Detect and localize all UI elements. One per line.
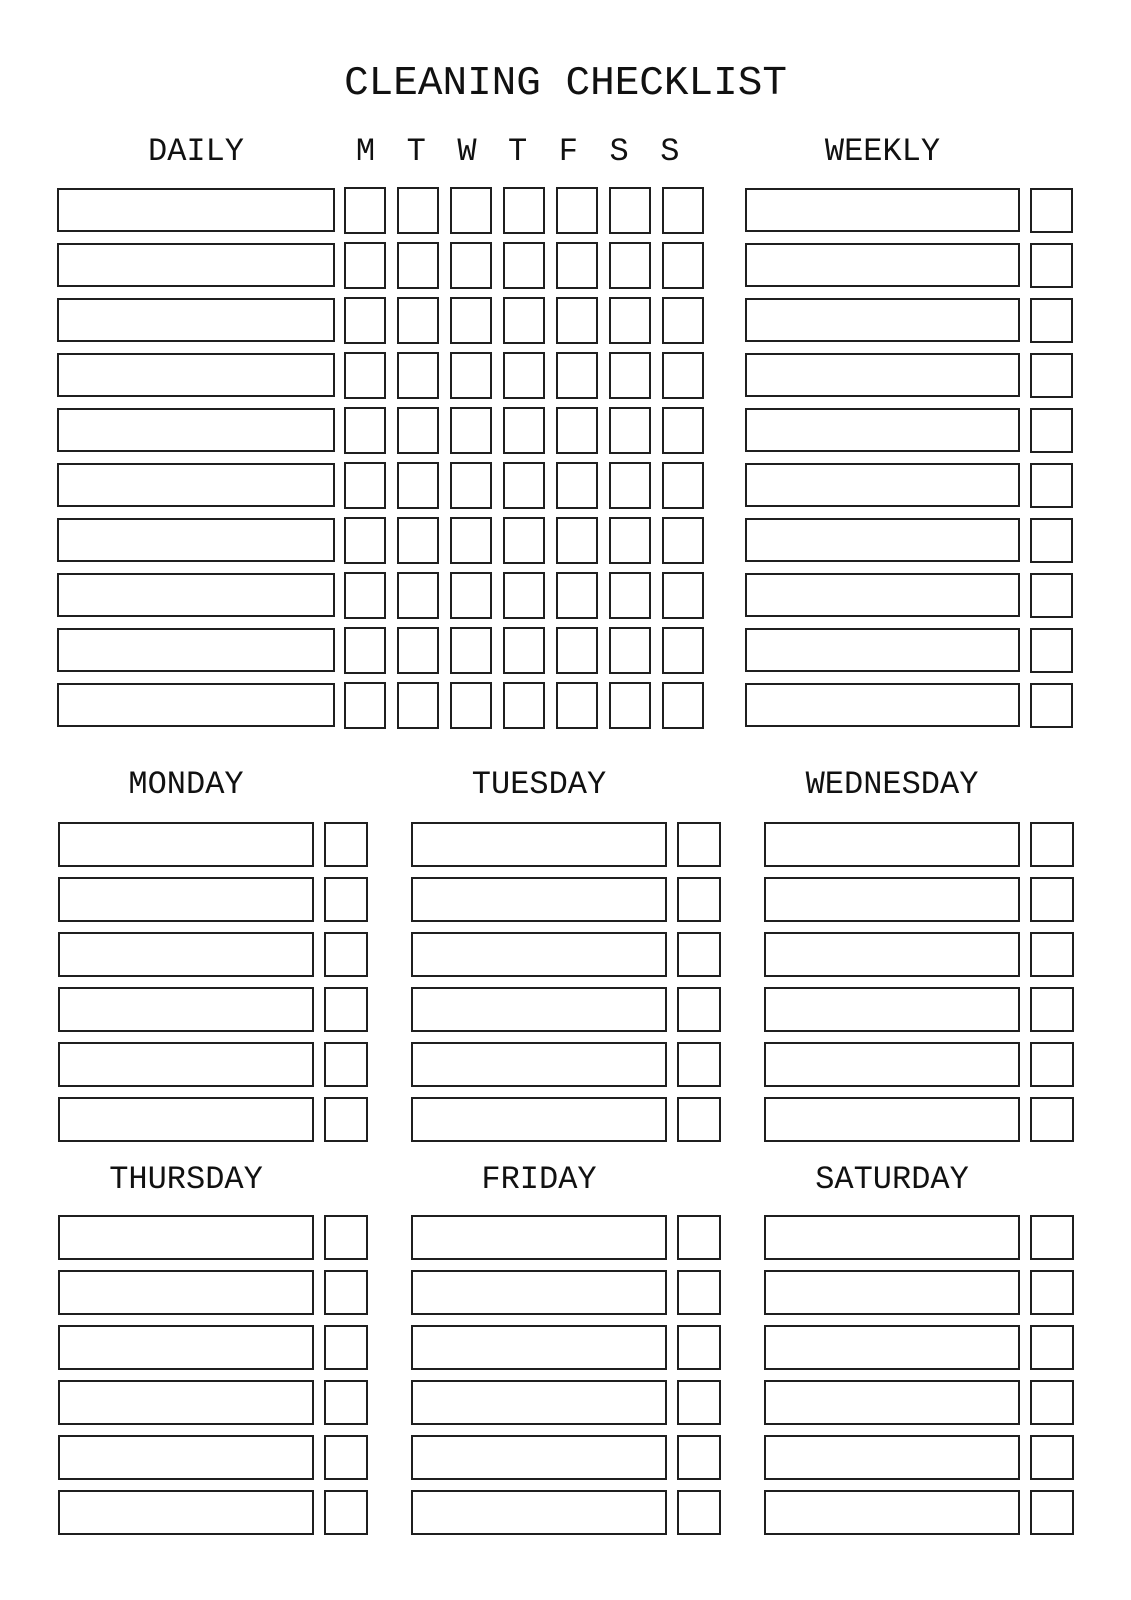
weekly-checkbox[interactable]	[1030, 463, 1073, 508]
monday-checkbox[interactable]	[324, 1042, 368, 1087]
tuesday-checkbox[interactable]	[677, 987, 721, 1032]
tuesday-task-input[interactable]	[411, 1097, 667, 1142]
weekly-task-input[interactable]	[745, 243, 1020, 287]
daily-task-input[interactable]	[57, 243, 335, 287]
friday-task-input[interactable]	[411, 1490, 667, 1535]
daily-checkbox-tue[interactable]	[397, 682, 439, 729]
thursday-task-input[interactable]	[58, 1215, 314, 1260]
day-letter-wed: W	[457, 133, 477, 170]
weekly-task-input[interactable]	[745, 408, 1020, 452]
friday-task-row	[411, 1270, 721, 1315]
daily-checkbox-wed[interactable]	[450, 462, 492, 509]
weekly-task-row	[745, 682, 1073, 729]
monday-task-input[interactable]	[58, 1042, 314, 1087]
weekly-task-row	[745, 572, 1073, 619]
daily-checkbox-thu[interactable]	[503, 627, 545, 674]
daily-section-label: DAILY	[147, 133, 244, 170]
daily-checkbox-thu[interactable]	[503, 462, 545, 509]
tuesday-checkbox[interactable]	[677, 877, 721, 922]
wednesday-task-input[interactable]	[764, 1097, 1020, 1142]
monday-checkbox[interactable]	[324, 932, 368, 977]
monday-section-label: MONDAY	[128, 766, 244, 803]
wednesday-task-row	[764, 987, 1074, 1032]
daily-task-row	[57, 572, 705, 619]
wednesday-checkbox[interactable]	[1030, 1097, 1074, 1142]
daily-checkbox-tue[interactable]	[397, 627, 439, 674]
daily-checkbox-sat[interactable]	[609, 572, 651, 619]
saturday-task-input[interactable]	[764, 1325, 1020, 1370]
tuesday-section-label: TUESDAY	[471, 766, 607, 803]
saturday-task-input[interactable]	[764, 1490, 1020, 1535]
daily-checkbox-sun[interactable]	[662, 627, 704, 674]
saturday-checkbox[interactable]	[1030, 1490, 1074, 1535]
daily-checkbox-mon[interactable]	[344, 242, 386, 289]
tuesday-task-input[interactable]	[411, 877, 667, 922]
thursday-checkbox[interactable]	[324, 1490, 368, 1535]
daily-checkbox-fri[interactable]	[556, 407, 598, 454]
daily-checkbox-sat[interactable]	[609, 627, 651, 674]
weekly-task-input[interactable]	[745, 463, 1020, 507]
daily-checkbox-mon[interactable]	[344, 572, 386, 619]
tuesday-task-input[interactable]	[411, 987, 667, 1032]
saturday-checkbox[interactable]	[1030, 1215, 1074, 1260]
thursday-task-row	[58, 1490, 368, 1535]
wednesday-checkbox[interactable]	[1030, 932, 1074, 977]
tuesday-checkbox[interactable]	[677, 822, 721, 867]
daily-checkbox-wed[interactable]	[450, 682, 492, 729]
weekly-task-row	[745, 407, 1073, 454]
daily-checkbox-sun[interactable]	[662, 462, 704, 509]
monday-task-row	[58, 1042, 368, 1087]
daily-checkbox-wed[interactable]	[450, 627, 492, 674]
daily-checkbox-wed[interactable]	[450, 242, 492, 289]
thursday-task-row	[58, 1215, 368, 1260]
daily-checkbox-tue[interactable]	[397, 297, 439, 344]
weekly-section-label: WEEKLY	[824, 133, 941, 170]
daily-checkbox-thu[interactable]	[503, 682, 545, 729]
saturday-section-label: SATURDAY	[815, 1161, 969, 1198]
wednesday-task-input[interactable]	[764, 932, 1020, 977]
daily-checkbox-thu[interactable]	[503, 572, 545, 619]
saturday-checkbox[interactable]	[1030, 1435, 1074, 1480]
tuesday-task-row	[411, 1042, 721, 1087]
wednesday-task-input[interactable]	[764, 877, 1020, 922]
daily-checkbox-sat[interactable]	[609, 517, 651, 564]
daily-task-input[interactable]	[57, 683, 335, 727]
monday-task-input[interactable]	[58, 1097, 314, 1142]
daily-checkbox-wed[interactable]	[450, 572, 492, 619]
friday-checkbox[interactable]	[677, 1325, 721, 1370]
friday-task-row	[411, 1490, 721, 1535]
weekly-task-input[interactable]	[745, 353, 1020, 397]
day-letter-mon: M	[355, 133, 376, 170]
saturday-checkbox[interactable]	[1030, 1380, 1074, 1425]
daily-checkbox-thu[interactable]	[503, 242, 545, 289]
tuesday-task-input[interactable]	[411, 932, 667, 977]
daily-checkbox-mon[interactable]	[344, 407, 386, 454]
daily-task-row	[57, 627, 705, 674]
friday-task-input[interactable]	[411, 1270, 667, 1315]
monday-task-row	[58, 1097, 368, 1142]
friday-checkbox[interactable]	[677, 1490, 721, 1535]
daily-checkbox-wed[interactable]	[450, 407, 492, 454]
daily-task-row	[57, 517, 705, 564]
daily-checkbox-sun[interactable]	[662, 682, 704, 729]
thursday-checkbox[interactable]	[324, 1435, 368, 1480]
thursday-checkbox[interactable]	[324, 1380, 368, 1425]
wednesday-checkbox[interactable]	[1030, 987, 1074, 1032]
thursday-checkbox[interactable]	[324, 1215, 368, 1260]
wednesday-task-row	[764, 1042, 1074, 1087]
daily-checkbox-sat[interactable]	[609, 242, 651, 289]
saturday-task-row	[764, 1215, 1074, 1260]
friday-section-label: FRIDAY	[481, 1161, 597, 1198]
saturday-task-input[interactable]	[764, 1380, 1020, 1425]
daily-checkbox-tue[interactable]	[397, 187, 439, 234]
daily-checkbox-sat[interactable]	[609, 297, 651, 344]
daily-checkbox-thu[interactable]	[503, 297, 545, 344]
daily-task-row	[57, 462, 705, 509]
friday-checkbox[interactable]	[677, 1380, 721, 1425]
weekly-task-input[interactable]	[745, 683, 1020, 727]
day-letter-thu: T	[508, 133, 528, 170]
friday-task-input[interactable]	[411, 1215, 667, 1260]
tuesday-task-input[interactable]	[411, 1042, 667, 1087]
daily-checkbox-sun[interactable]	[662, 572, 704, 619]
daily-checkbox-thu[interactable]	[503, 517, 545, 564]
daily-checkbox-fri[interactable]	[556, 187, 598, 234]
daily-checkbox-mon[interactable]	[344, 187, 386, 234]
daily-checkbox-sat[interactable]	[609, 682, 651, 729]
thursday-checkbox[interactable]	[324, 1325, 368, 1370]
tuesday-task-row	[411, 822, 721, 867]
thursday-task-input[interactable]	[58, 1325, 314, 1370]
weekly-task-row	[745, 352, 1073, 399]
daily-checkbox-sun[interactable]	[662, 407, 704, 454]
weekly-checkbox[interactable]	[1030, 353, 1073, 398]
tuesday-task-row	[411, 877, 721, 922]
daily-checkbox-sun[interactable]	[662, 297, 704, 344]
weekly-task-row	[745, 297, 1073, 344]
wednesday-section-label: WEDNESDAY	[805, 766, 979, 803]
friday-task-row	[411, 1325, 721, 1370]
wednesday-task-input[interactable]	[764, 987, 1020, 1032]
weekly-task-row	[745, 242, 1073, 289]
daily-checkbox-mon[interactable]	[344, 462, 386, 509]
daily-task-row	[57, 242, 705, 289]
daily-task-input[interactable]	[57, 408, 335, 452]
tuesday-task-row	[411, 987, 721, 1032]
daily-task-input[interactable]	[57, 298, 335, 342]
saturday-task-row	[764, 1490, 1074, 1535]
monday-task-row	[58, 932, 368, 977]
friday-checkbox[interactable]	[677, 1270, 721, 1315]
monday-task-row	[58, 822, 368, 867]
wednesday-task-row	[764, 822, 1074, 867]
tuesday-checkbox[interactable]	[677, 932, 721, 977]
friday-checkbox[interactable]	[677, 1435, 721, 1480]
daily-checkbox-wed[interactable]	[450, 352, 492, 399]
daily-checkbox-sat[interactable]	[609, 187, 651, 234]
daily-checkbox-wed[interactable]	[450, 187, 492, 234]
friday-task-row	[411, 1215, 721, 1260]
daily-checkbox-fri[interactable]	[556, 572, 598, 619]
saturday-task-input[interactable]	[764, 1270, 1020, 1315]
daily-checkbox-wed[interactable]	[450, 297, 492, 344]
daily-checkbox-fri[interactable]	[556, 297, 598, 344]
daily-checkbox-sat[interactable]	[609, 407, 651, 454]
thursday-task-row	[58, 1325, 368, 1370]
daily-checkbox-sat[interactable]	[609, 352, 651, 399]
saturday-task-row	[764, 1325, 1074, 1370]
saturday-task-input[interactable]	[764, 1435, 1020, 1480]
weekly-checkbox[interactable]	[1030, 573, 1073, 618]
daily-checkbox-fri[interactable]	[556, 462, 598, 509]
weekly-checkbox[interactable]	[1030, 683, 1073, 728]
wednesday-checkbox[interactable]	[1030, 1042, 1074, 1087]
daily-task-input[interactable]	[57, 518, 335, 562]
monday-task-input[interactable]	[58, 822, 314, 867]
wednesday-task-row	[764, 932, 1074, 977]
daily-checkbox-mon[interactable]	[344, 627, 386, 674]
weekly-checkbox[interactable]	[1030, 298, 1073, 343]
weekly-task-input[interactable]	[745, 628, 1020, 672]
daily-checkbox-sun[interactable]	[662, 517, 704, 564]
weekly-checkbox[interactable]	[1030, 408, 1073, 453]
friday-task-input[interactable]	[411, 1325, 667, 1370]
weekly-task-input[interactable]	[745, 518, 1020, 562]
friday-task-row	[411, 1380, 721, 1425]
weekly-task-row	[745, 187, 1073, 234]
daily-checkbox-sun[interactable]	[662, 352, 704, 399]
weekly-checkbox[interactable]	[1030, 628, 1073, 673]
daily-task-input[interactable]	[57, 188, 335, 232]
daily-task-row	[57, 297, 705, 344]
monday-checkbox[interactable]	[324, 877, 368, 922]
tuesday-task-row	[411, 1097, 721, 1142]
daily-checkbox-thu[interactable]	[503, 352, 545, 399]
tuesday-checkbox[interactable]	[677, 1042, 721, 1087]
thursday-checkbox[interactable]	[324, 1270, 368, 1315]
daily-checkbox-tue[interactable]	[397, 572, 439, 619]
wednesday-task-row	[764, 1097, 1074, 1142]
weekly-task-input[interactable]	[745, 298, 1020, 342]
daily-checkbox-fri[interactable]	[556, 682, 598, 729]
page-title: CLEANING CHECKLIST	[344, 61, 787, 107]
friday-task-input[interactable]	[411, 1435, 667, 1480]
thursday-section-label: THURSDAY	[109, 1161, 263, 1198]
friday-task-row	[411, 1435, 721, 1480]
daily-checkbox-thu[interactable]	[503, 407, 545, 454]
monday-checkbox[interactable]	[324, 822, 368, 867]
weekly-task-row	[745, 517, 1073, 564]
daily-checkbox-sun[interactable]	[662, 187, 704, 234]
daily-checkbox-wed[interactable]	[450, 517, 492, 564]
weekly-checkbox[interactable]	[1030, 243, 1073, 288]
thursday-task-input[interactable]	[58, 1270, 314, 1315]
weekly-task-input[interactable]	[745, 188, 1020, 232]
daily-checkbox-mon[interactable]	[344, 517, 386, 564]
thursday-task-input[interactable]	[58, 1435, 314, 1480]
saturday-task-row	[764, 1270, 1074, 1315]
daily-checkbox-sat[interactable]	[609, 462, 651, 509]
tuesday-checkbox[interactable]	[677, 1097, 721, 1142]
saturday-task-row	[764, 1435, 1074, 1480]
day-letter-sun: S	[660, 133, 680, 170]
daily-checkbox-tue[interactable]	[397, 352, 439, 399]
weekly-task-row	[745, 627, 1073, 674]
weekly-checkbox[interactable]	[1030, 518, 1073, 563]
wednesday-task-row	[764, 877, 1074, 922]
monday-checkbox[interactable]	[324, 1097, 368, 1142]
day-letter-sat: S	[609, 133, 629, 170]
thursday-task-input[interactable]	[58, 1490, 314, 1535]
daily-checkbox-mon[interactable]	[344, 352, 386, 399]
daily-checkbox-sun[interactable]	[662, 242, 704, 289]
daily-checkbox-fri[interactable]	[556, 627, 598, 674]
daily-checkbox-mon[interactable]	[344, 297, 386, 344]
thursday-task-input[interactable]	[58, 1380, 314, 1425]
thursday-task-row	[58, 1435, 368, 1480]
daily-checkbox-mon[interactable]	[344, 682, 386, 729]
daily-checkbox-fri[interactable]	[556, 517, 598, 564]
daily-task-row	[57, 682, 705, 729]
daily-task-input[interactable]	[57, 573, 335, 617]
daily-task-row	[57, 407, 705, 454]
daily-checkbox-fri[interactable]	[556, 352, 598, 399]
saturday-checkbox[interactable]	[1030, 1325, 1074, 1370]
daily-checkbox-tue[interactable]	[397, 462, 439, 509]
monday-task-input[interactable]	[58, 877, 314, 922]
daily-checkbox-tue[interactable]	[397, 517, 439, 564]
thursday-task-row	[58, 1270, 368, 1315]
friday-checkbox[interactable]	[677, 1215, 721, 1260]
daily-checkbox-thu[interactable]	[503, 187, 545, 234]
wednesday-checkbox[interactable]	[1030, 877, 1074, 922]
wednesday-checkbox[interactable]	[1030, 822, 1074, 867]
daily-task-input[interactable]	[57, 463, 335, 507]
monday-checkbox[interactable]	[324, 987, 368, 1032]
weekly-task-input[interactable]	[745, 573, 1020, 617]
tuesday-task-input[interactable]	[411, 822, 667, 867]
monday-task-row	[58, 987, 368, 1032]
tuesday-task-row	[411, 932, 721, 977]
daily-checkbox-tue[interactable]	[397, 407, 439, 454]
daily-checkbox-tue[interactable]	[397, 242, 439, 289]
monday-task-input[interactable]	[58, 987, 314, 1032]
monday-task-row	[58, 877, 368, 922]
daily-task-input[interactable]	[57, 353, 335, 397]
saturday-task-row	[764, 1380, 1074, 1425]
monday-task-input[interactable]	[58, 932, 314, 977]
weekly-checkbox[interactable]	[1030, 188, 1073, 233]
wednesday-task-input[interactable]	[764, 822, 1020, 867]
saturday-task-input[interactable]	[764, 1215, 1020, 1260]
daily-task-row	[57, 187, 705, 234]
day-letter-fri: F	[558, 133, 578, 170]
friday-task-input[interactable]	[411, 1380, 667, 1425]
daily-task-row	[57, 352, 705, 399]
day-letter-tue: T	[406, 133, 426, 170]
thursday-task-row	[58, 1380, 368, 1425]
weekly-task-row	[745, 462, 1073, 509]
wednesday-task-input[interactable]	[764, 1042, 1020, 1087]
daily-checkbox-fri[interactable]	[556, 242, 598, 289]
daily-task-input[interactable]	[57, 628, 335, 672]
saturday-checkbox[interactable]	[1030, 1270, 1074, 1315]
